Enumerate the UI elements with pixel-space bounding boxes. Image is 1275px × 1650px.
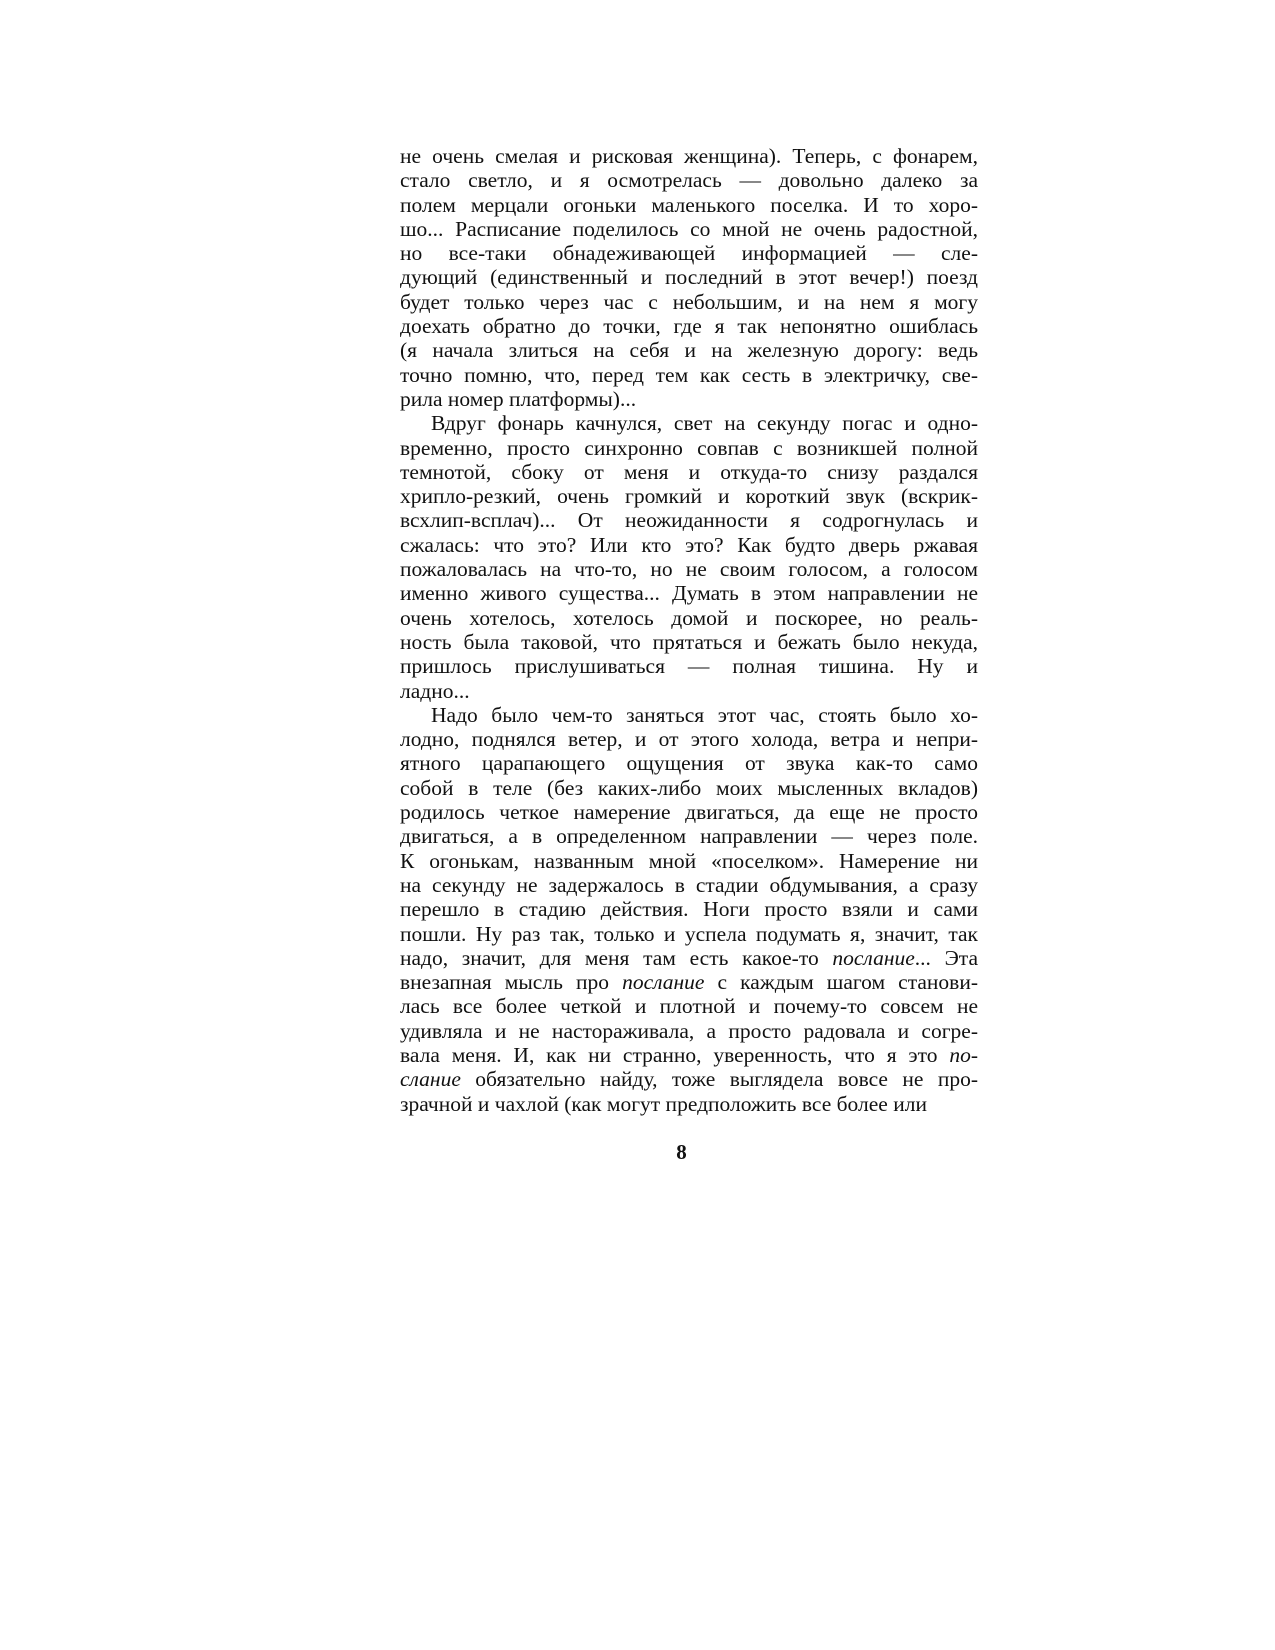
text-line [400,1043,978,1067]
text-segment: всхлип-всплач)... От неожиданности я содрогнулась и [400,508,978,533]
text-segment: собой в теле (без каких-либо моих мысленных вкладов) [400,775,978,800]
text-line [400,290,978,314]
text-line [400,217,978,241]
text-line [400,193,978,217]
text-line [400,1019,978,1043]
text-segment: точно помню, что, перед тем как сесть в электричку, све- [400,362,978,387]
text-line [400,994,978,1018]
text-line [400,824,978,848]
text-segment: вала меня. И, как ни странно, уверенность, что я это [400,1042,950,1067]
text-segment: лась все более четкой и плотной и почему-то совсем не [400,994,978,1019]
text-segment: К огонькам, названным мной «поселком». Намерение ни [400,848,978,873]
text-segment: шо... Расписание поделилось со мной не очень радостной, [400,216,978,241]
page-text [400,144,978,1116]
text-line [400,168,978,192]
text-segment: удивляла и не настораживала, а просто радовала и согре- [400,1018,978,1043]
paragraph [400,411,978,703]
text-line [400,508,978,532]
text-line [400,727,978,751]
text-segment: будет только через час с небольшим, и на нем я могу [400,289,978,314]
text-segment: не очень смелая и рисковая женщина). Теперь, с фонарем, [400,144,978,168]
text-line [400,1092,978,1116]
text-segment: Надо было чем-то заняться этот час, стоять было хо- [431,702,978,727]
text-line [400,460,978,484]
text-line [400,679,978,703]
text-segment: родилось четкое намерение двигаться, да еще не просто [400,800,978,825]
text-segment: стало светло, и я осмотрелась — довольно далеко за [400,168,978,193]
text-segment: ... Эта [914,945,978,970]
text-segment: лодно, поднялся ветер, и от этого холода, ветра и непри- [400,727,978,752]
text-line [400,654,978,678]
text-line [400,436,978,460]
text-line [400,533,978,557]
text-segment: темнотой, сбоку от меня и откуда-то снизу раздался [400,459,978,484]
text-segment: на секунду не задержалось в стадии обдумывания, а сразу [400,872,978,897]
text-segment: обязательно найду, тоже выглядела вовсе не про- [460,1067,978,1092]
text-segment: очень хотелось, хотелось домой и поскорее, но реаль- [400,605,978,630]
text-line [400,922,978,946]
paragraph [400,144,978,411]
italic-word: послание [832,945,915,970]
text-segment: надо, значит, для меня там есть какое-то [400,945,833,970]
page-number: 8 [676,1140,687,1164]
italic-word: слание [400,1067,461,1092]
text-line [400,606,978,630]
text-line [400,363,978,387]
text-line [400,630,978,654]
text-segment: пришлось прислушиваться — полная тишина. Ну и [400,654,978,679]
text-line [400,411,978,435]
text-segment: с каждым шагом станови- [704,970,978,995]
text-line [400,144,978,168]
text-line [400,557,978,581]
text-line [400,314,978,338]
text-segment: но все-таки обнадеживающей информацией — сле- [400,241,978,266]
text-line [400,849,978,873]
text-line [400,946,978,970]
text-line [400,800,978,824]
text-segment: хрипло-резкий, очень громкий и короткий звук (вскрик- [400,484,978,509]
text-segment: зрачной и чахлой (как могут предположить все более или [400,1091,927,1116]
text-line [400,703,978,727]
italic-word: послание [622,970,705,995]
text-segment: именно живого существа... Думать в этом направлении не [400,581,978,606]
text-line [400,970,978,994]
text-segment: (я начала злиться на себя и на железную дорогу: ведь [400,338,978,363]
text-segment: ность была таковой, что прятаться и бежать было некуда, [400,629,978,654]
text-line [400,776,978,800]
text-segment: ятного царапающего ощущения от звука как-то само [400,751,978,776]
paragraph [400,703,978,1116]
text-line [400,873,978,897]
text-segment: сжалась: что это? Или кто это? Как будто дверь ржавая [400,532,978,557]
text-segment: доехать обратно до точки, где я так непонятно ошиблась [400,314,978,339]
text-segment: внезапная мысль про [400,970,623,995]
text-line [400,581,978,605]
text-segment: двигаться, а в определенном направлении — через поле. [400,824,978,849]
text-segment: пошли. Ну раз так, только и успела подумать я, значит, так [400,921,978,946]
text-segment: пожаловалась на что-то, но не своим голосом, а голосом [400,557,978,582]
text-line [400,265,978,289]
text-segment: временно, просто синхронно совпав с возникшей полной [400,435,978,460]
text-line [400,241,978,265]
italic-word: по- [949,1042,978,1067]
text-line [400,751,978,775]
text-segment: дующий (единственный и последний в этот вечер!) поезд [400,265,978,290]
text-segment: ладно... [400,678,470,703]
text-segment: полем мерцали огоньки маленького поселка. И то хоро- [400,192,978,217]
text-segment: Вдруг фонарь качнулся, свет на секунду погас и одно- [431,411,978,436]
text-segment: рила номер платформы)... [400,386,637,411]
text-line [400,897,978,921]
text-line [400,338,978,362]
text-line [400,1067,978,1091]
text-line [400,387,978,411]
text-line [400,484,978,508]
text-segment: перешло в стадию действия. Ноги просто взяли и сами [400,897,978,922]
